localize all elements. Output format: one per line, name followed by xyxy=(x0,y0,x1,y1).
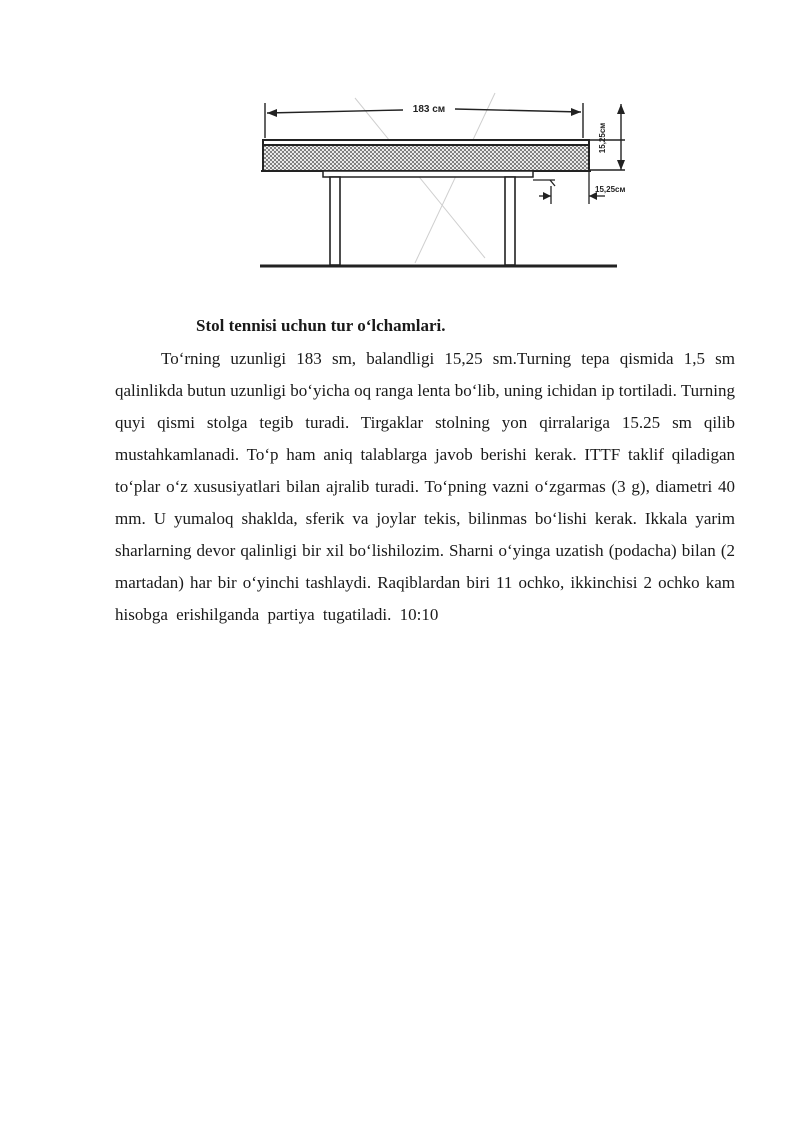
paragraph-main-text: To‘rning uzunligi 183 sm, balandligi 15,25 sm.Turning tepa qismida 1,5 sm qalinlikda butun uzunligi bo‘yicha oq ranga lenta bo‘lib, uning ichidan ip tortiladi. Turning quyi qismi stolga tegib turadi. Tirgaklar stolning yon qirralariga 15.25 sm qilib mustahkamlanadi. To‘p ham aniq talablarga javob berishi kerak. ITTF taklif qiladigan to‘plar o‘z xususiyatlari bilan ajralib turadi. To‘pning vazni o‘zgarmas (3 g), diametri 40 mm. U yumaloq shaklda, sferik va joylar tekis, bilinmas bo‘lishi kerak. Ikkala yarim sharlarning devor qalinligi bir xil bo‘lishilozim. Sharni o‘yinga uzatish (podacha) bilan (2 martadan) har bir o‘yinchi tashlaydi. Raqiblardan biri 11 ochko, ikkinchisi 2 ochko kam xyxy=(115,349,735,592)
width-label: 183 см xyxy=(412,104,446,115)
height-dimension-line xyxy=(589,104,625,170)
body-paragraph xyxy=(115,343,735,631)
net-dimensions-figure xyxy=(255,88,625,276)
offset-label: 15,25см xyxy=(595,185,625,194)
figure-caption: Stol tennisi uchun tur o‘lchamlari. xyxy=(196,316,446,335)
background-cross-lines xyxy=(355,93,495,263)
paragraph-last-line: hisobga erishilganda partiya tugatiladi. 10:10 xyxy=(115,605,439,624)
table-top xyxy=(323,171,533,177)
table-net-drawing xyxy=(255,88,625,276)
table-legs xyxy=(330,177,515,265)
height-label: 15,25см xyxy=(598,122,607,154)
net-mesh xyxy=(263,145,589,171)
